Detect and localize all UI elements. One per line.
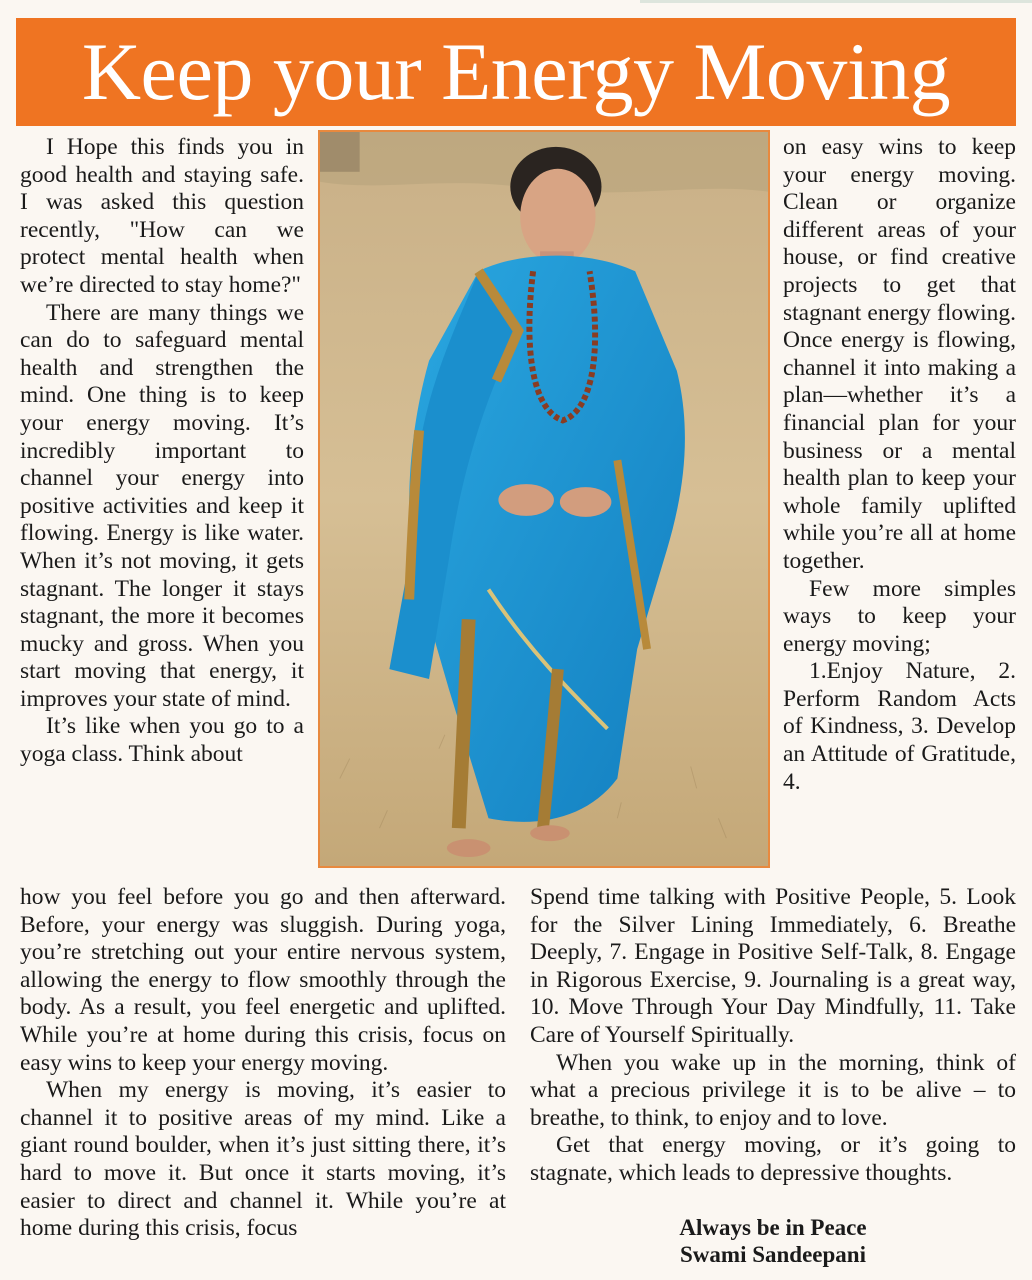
paragraph: 1.Enjoy Nature, 2. Perform Random Acts of Kindness, 3. Develop an Attitude of Gratitude, 4.: [783, 658, 1016, 795]
paragraph: I Hope this finds you in good health and staying safe. I was asked this question recently, "How can we protect mental health when we’re directed to stay home?": [20, 134, 304, 298]
paragraph: Get that energy moving, or it’s going to stagnate, which leads to depressive thoughts.: [530, 1132, 1016, 1186]
top-edge-strip: [640, 0, 1032, 3]
paragraph: When my energy is moving, it’s easier to channel it to positive areas of my mind. Like a giant round boulder, when it’s just sitting there, it’s hard to move it. But once it starts moving, it’s easier to direct and channel it. While you’re at home during this crisis, focus: [20, 1077, 506, 1242]
headline: Keep your Energy Moving: [81, 26, 951, 117]
paragraph: When you wake up in the morning, think of what a precious privilege it is to be alive – to breathe, to think, to enjoy and to love.: [530, 1049, 1016, 1131]
paragraph: how you feel before you go and then afterward. Before, your energy was sluggish. During yoga, you’re stretching out your entire nervous system, allowing the energy to flow smoothly through the body. As a result, you feel energetic and uplifted. While you’re at home during this crisis, focus on easy wins to keep your energy moving.: [20, 884, 506, 1076]
paragraph: Spend time talking with Positive People, 5. Look for the Silver Lining Immediately, 6. Breathe Deeply, 7. Engage in Positive Self-Talk, 8. Engage in Rigorous Exercise, 9. Journaling is a great way, 10. Move Through Your Day Mindfully, 11. Take Care of Yourself Spiritually.: [530, 884, 1016, 1048]
signoff-line: Always be in Peace: [679, 1215, 867, 1240]
article-photo: [318, 130, 770, 868]
paragraph: on easy wins to keep your energy moving. Clean or organize different areas of your house, or find creative projects to get that stagnant energy flowing. Once energy is flowing, channel it into making a plan—whether it’s a financial plan for your business or a mental health plan to keep your whole family uplifted while you’re all at home together.: [783, 134, 1016, 574]
paragraph: There are many things we can do to safeguard mental health and strengthen the mind. One thing is to keep your energy moving. It’s incredibly important to channel your energy into positive activities and keep it flowing. Energy is like water. When it’s not moving, it gets stagnant. The longer it stays stagnant, the more it becomes mucky and gross. When you start moving that energy, it improves your state of mind.: [20, 299, 304, 712]
column-1-top: [20, 134, 304, 769]
paragraph: It’s like when you go to a yoga class. Think about: [20, 713, 304, 768]
monk-walking-photo: [320, 132, 768, 866]
author-name: Swami Sandeepani: [680, 1242, 866, 1267]
paragraph: Few more simples ways to keep your energy moving;: [783, 575, 1016, 657]
column-3-top: [783, 134, 1016, 796]
headline-banner: [16, 18, 1016, 126]
column-3-bottom: [530, 884, 1016, 1188]
column-1-bottom: [20, 884, 506, 1243]
